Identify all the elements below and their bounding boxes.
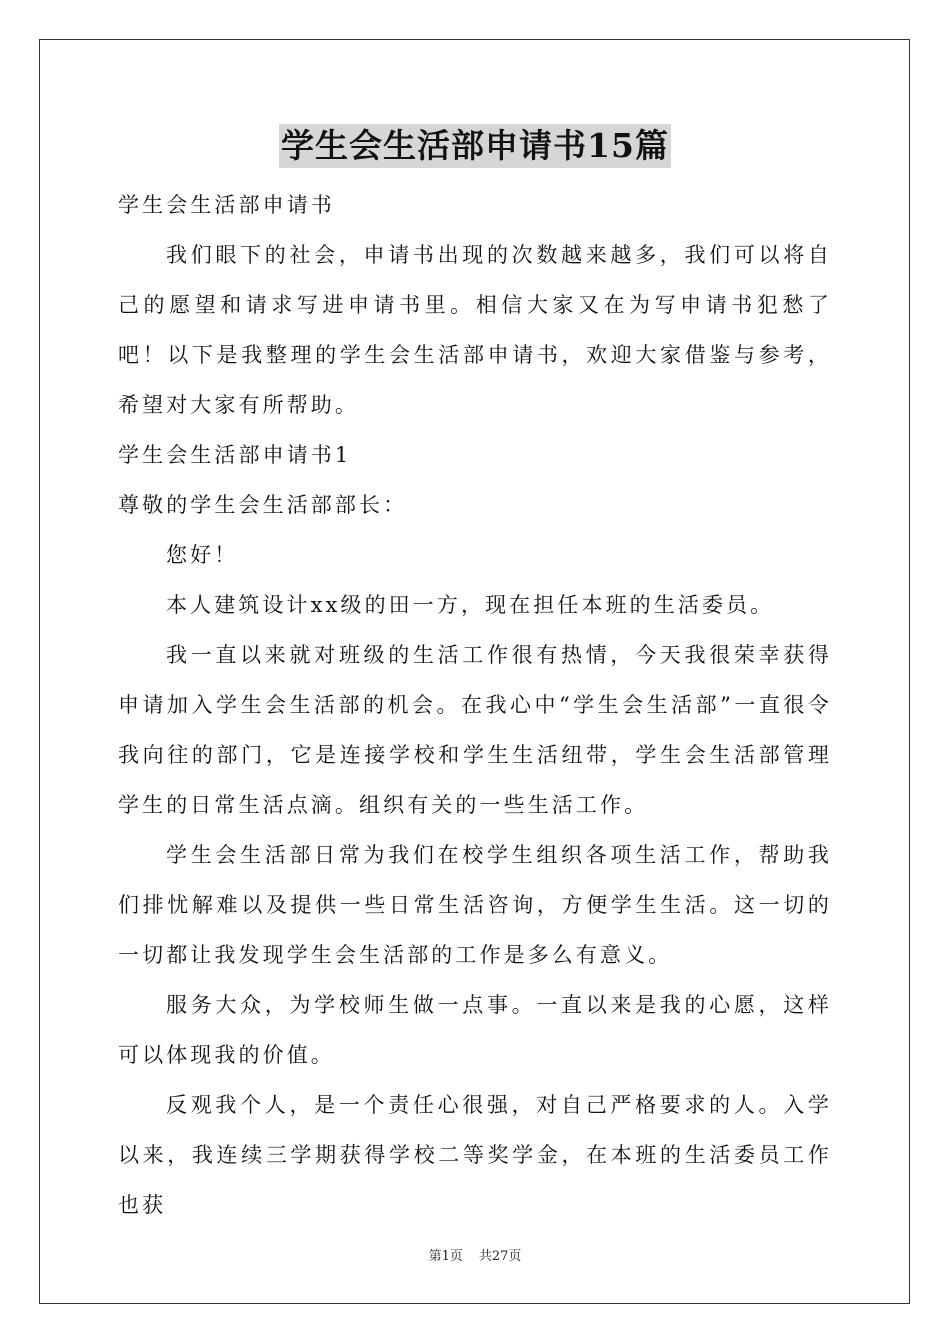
paragraph: 学生会生活部日常为我们在校学生组织各项生活工作，帮助我们排忧解难以及提供一些日常生活咨询，方便学生生活。这一切的一切都让我发现学生会生活部的工作是多么有意义。 (118, 843, 832, 967)
greeting: 您好！ (166, 543, 239, 567)
section-heading: 学生会生活部申请书1 (118, 443, 352, 467)
paragraph: 服务大众，为学校师生做一点事。一直以来是我的心愿，这样可以体现我的价值。 (118, 993, 832, 1067)
paragraph: 我一直以来就对班级的生活工作很有热情，今天我很荣幸获得申请加入学生会生活部的机会。在我心中“学生会生活部”一直很令我向往的部门，它是连接学校和学生生活纽带，学生会生活部管理学生的日常生活点滴。组织有关的一些生活工作。 (118, 643, 832, 817)
page-number-total: 共27页 (478, 1249, 522, 1264)
salutation: 尊敬的学生会生活部部长： (118, 493, 408, 517)
paragraph: 学生会生活部申请书 (118, 193, 335, 217)
page-footer (0, 1245, 950, 1264)
paragraph: 本人建筑设计xx级的田一方，现在担任本班的生活委员。 (166, 593, 775, 617)
document-body (118, 124, 832, 1230)
paragraph: 反观我个人，是一个责任心很强，对自己严格要求的人。入学以来，我连续三学期获得学校二等奖学金，在本班的生活委员工作也获 (118, 1093, 832, 1217)
title-wrap (118, 124, 832, 172)
paragraph: 我们眼下的社会，申请书出现的次数越来越多，我们可以将自己的愿望和请求写进申请书里。相信大家又在为写申请书犯愁了吧！以下是我整理的学生会生活部申请书，欢迎大家借鉴与参考，希望对大家有所帮助。 (118, 243, 832, 417)
page-number-current: 第1页 (428, 1249, 463, 1264)
document-title: 学生会生活部申请书15篇 (279, 124, 671, 168)
